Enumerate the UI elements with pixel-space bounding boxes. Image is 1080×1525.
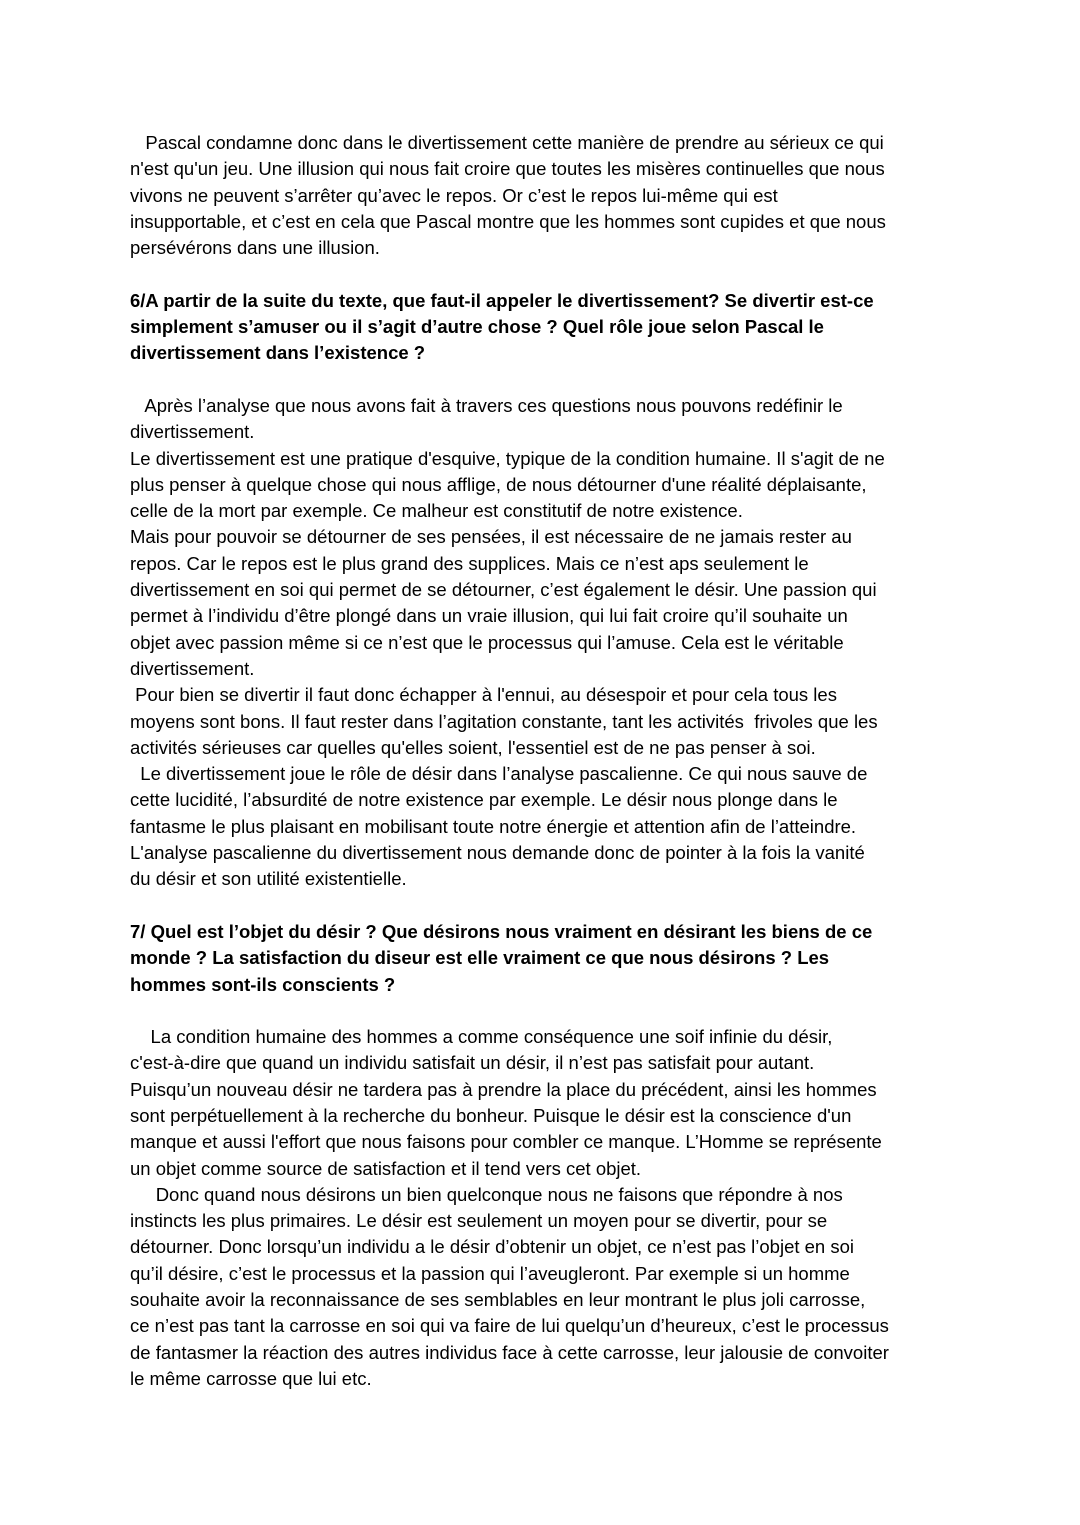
text-line: Après l’analyse que nous avons fait à travers ces questions nous pouvons redéfinir le bbox=[130, 394, 843, 416]
text-line: de fantasmer la réaction des autres individus face à cette carrosse, leur jalousie de convoiter bbox=[130, 1341, 889, 1363]
paragraph-spacer bbox=[130, 893, 960, 919]
text-line: détourner. Donc lorsqu’un individu a le désir d’obtenir un objet, ce n’est pas l’objet en soi bbox=[130, 1236, 855, 1258]
text-line: c'est-à-dire que quand un individu satisfait un désir, il n’est pas satisfait pour autant. bbox=[130, 1052, 815, 1074]
text-line: fantasme le plus plaisant en mobilisant toute notre énergie et attention afin de l’atteindre. bbox=[130, 815, 857, 837]
text-line: Le divertissement est une pratique d'esquive, typique de la condition humaine. Il s'agit de ne bbox=[130, 447, 885, 469]
text-line: manque et aussi l'effort que nous faisons pour combler ce manque. L’Homme se représente bbox=[130, 1131, 882, 1153]
text-line: Puisqu’un nouveau désir ne tardera pas à prendre la place du précédent, ainsi les hommes bbox=[130, 1078, 877, 1100]
body-paragraph bbox=[130, 130, 960, 261]
question-line: divertissement dans l’existence ? bbox=[130, 342, 426, 364]
text-line: Mais pour pouvoir se détourner de ses pensées, il est nécessaire de ne jamais rester au bbox=[130, 526, 852, 548]
text-line: moyens sont bons. Il faut rester dans l’agitation constante, tant les activités frivoles que les bbox=[130, 710, 878, 732]
text-line: ce n’est pas tant la carrosse en soi qui va faire de lui quelqu’un d’heureux, c’est le processus bbox=[130, 1315, 889, 1337]
text-line: plus penser à quelque chose qui nous afflige, de nous détourner d'une réalité déplaisante, bbox=[130, 473, 867, 495]
text-line: activités sérieuses car quelles qu'elles soient, l'essentiel est de ne pas penser à soi. bbox=[130, 736, 816, 758]
text-line: divertissement en soi qui permet de se détourner, c’est également le désir. Une passion qui bbox=[130, 579, 877, 601]
text-line: cette lucidité, l’absurdité de notre existence par exemple. Le désir nous plonge dans le bbox=[130, 789, 838, 811]
text-line: insupportable, et c’est en cela que Pascal montre que les hommes sont cupides et que nous bbox=[130, 210, 886, 232]
text-line: L'analyse pascalienne du divertissement nous demande donc de pointer à la fois la vanité bbox=[130, 842, 865, 864]
text-line: qu’il désire, c’est le processus et la passion qui l’aveugleront. Par exemple si un homme bbox=[130, 1262, 850, 1284]
text-line: souhaite avoir la reconnaissance de ses semblables en leur montrant le plus joli carrosse, bbox=[130, 1289, 866, 1311]
text-line: le même carrosse que lui etc. bbox=[130, 1367, 372, 1389]
paragraph-spacer bbox=[130, 367, 960, 393]
text-line: sont perpétuellement à la recherche du bonheur. Puisque le désir est la conscience d'un bbox=[130, 1104, 852, 1126]
text-line: Le divertissement joue le rôle de désir dans l’analyse pascalienne. Ce qui nous sauve de bbox=[130, 763, 868, 785]
text-line: La condition humaine des hommes a comme conséquence une soif infinie du désir, bbox=[130, 1026, 833, 1048]
question-heading bbox=[130, 288, 960, 367]
text-line: du désir et son utilité existentielle. bbox=[130, 868, 407, 890]
question-heading bbox=[130, 919, 960, 998]
question-line: 6/A partir de la suite du texte, que faut-il appeler le divertissement? Se divertir est-ce bbox=[130, 289, 874, 311]
text-line: un objet comme source de satisfaction et il tend vers cet objet. bbox=[130, 1157, 642, 1179]
text-line: Donc quand nous désirons un bien quelconque nous ne faisons que répondre à nos bbox=[130, 1183, 843, 1205]
text-line: n'est qu'un jeu. Une illusion qui nous fait croire que toutes les misères continuelles que nous bbox=[130, 158, 885, 180]
text-line: divertissement. bbox=[130, 421, 255, 443]
text-line: Pour bien se divertir il faut donc échapper à l'ennui, au désespoir et pour cela tous les bbox=[130, 684, 837, 706]
document-body bbox=[130, 130, 960, 1392]
text-line: instincts les plus primaires. Le désir est seulement un moyen pour se divertir, pour se bbox=[130, 1210, 828, 1232]
question-line: monde ? La satisfaction du diseur est elle vraiment ce que nous désirons ? Les bbox=[130, 947, 830, 969]
text-line: repos. Car le repos est le plus grand des supplices. Mais ce n’est aps seulement le bbox=[130, 552, 809, 574]
text-line: vivons ne peuvent s’arrêter qu’avec le repos. Or c’est le repos lui-même qui est bbox=[130, 184, 778, 206]
text-line: Pascal condamne donc dans le divertissement cette manière de prendre au sérieux ce qui bbox=[130, 132, 884, 153]
paragraph-spacer bbox=[130, 261, 960, 287]
question-line: simplement s’amuser ou il s’agit d’autre chose ? Quel rôle joue selon Pascal le bbox=[130, 316, 824, 338]
text-line: persévérons dans une illusion. bbox=[130, 237, 380, 259]
text-line: objet avec passion même si ce n’est que le processus qui l’amuse. Cela est le véritable bbox=[130, 631, 844, 653]
text-line: divertissement. bbox=[130, 657, 255, 679]
body-paragraph bbox=[130, 1024, 960, 1392]
question-line: hommes sont-ils conscients ? bbox=[130, 973, 396, 995]
text-line: permet à l’individu d’être plongé dans un vraie illusion, qui lui fait croire qu’il souhaite un bbox=[130, 605, 848, 627]
text-line: celle de la mort par exemple. Ce malheur est constitutif de notre existence. bbox=[130, 500, 743, 522]
body-paragraph bbox=[130, 393, 960, 893]
question-line: 7/ Quel est l’objet du désir ? Que désirons nous vraiment en désirant les biens de ce bbox=[130, 920, 873, 942]
paragraph-spacer bbox=[130, 998, 960, 1024]
